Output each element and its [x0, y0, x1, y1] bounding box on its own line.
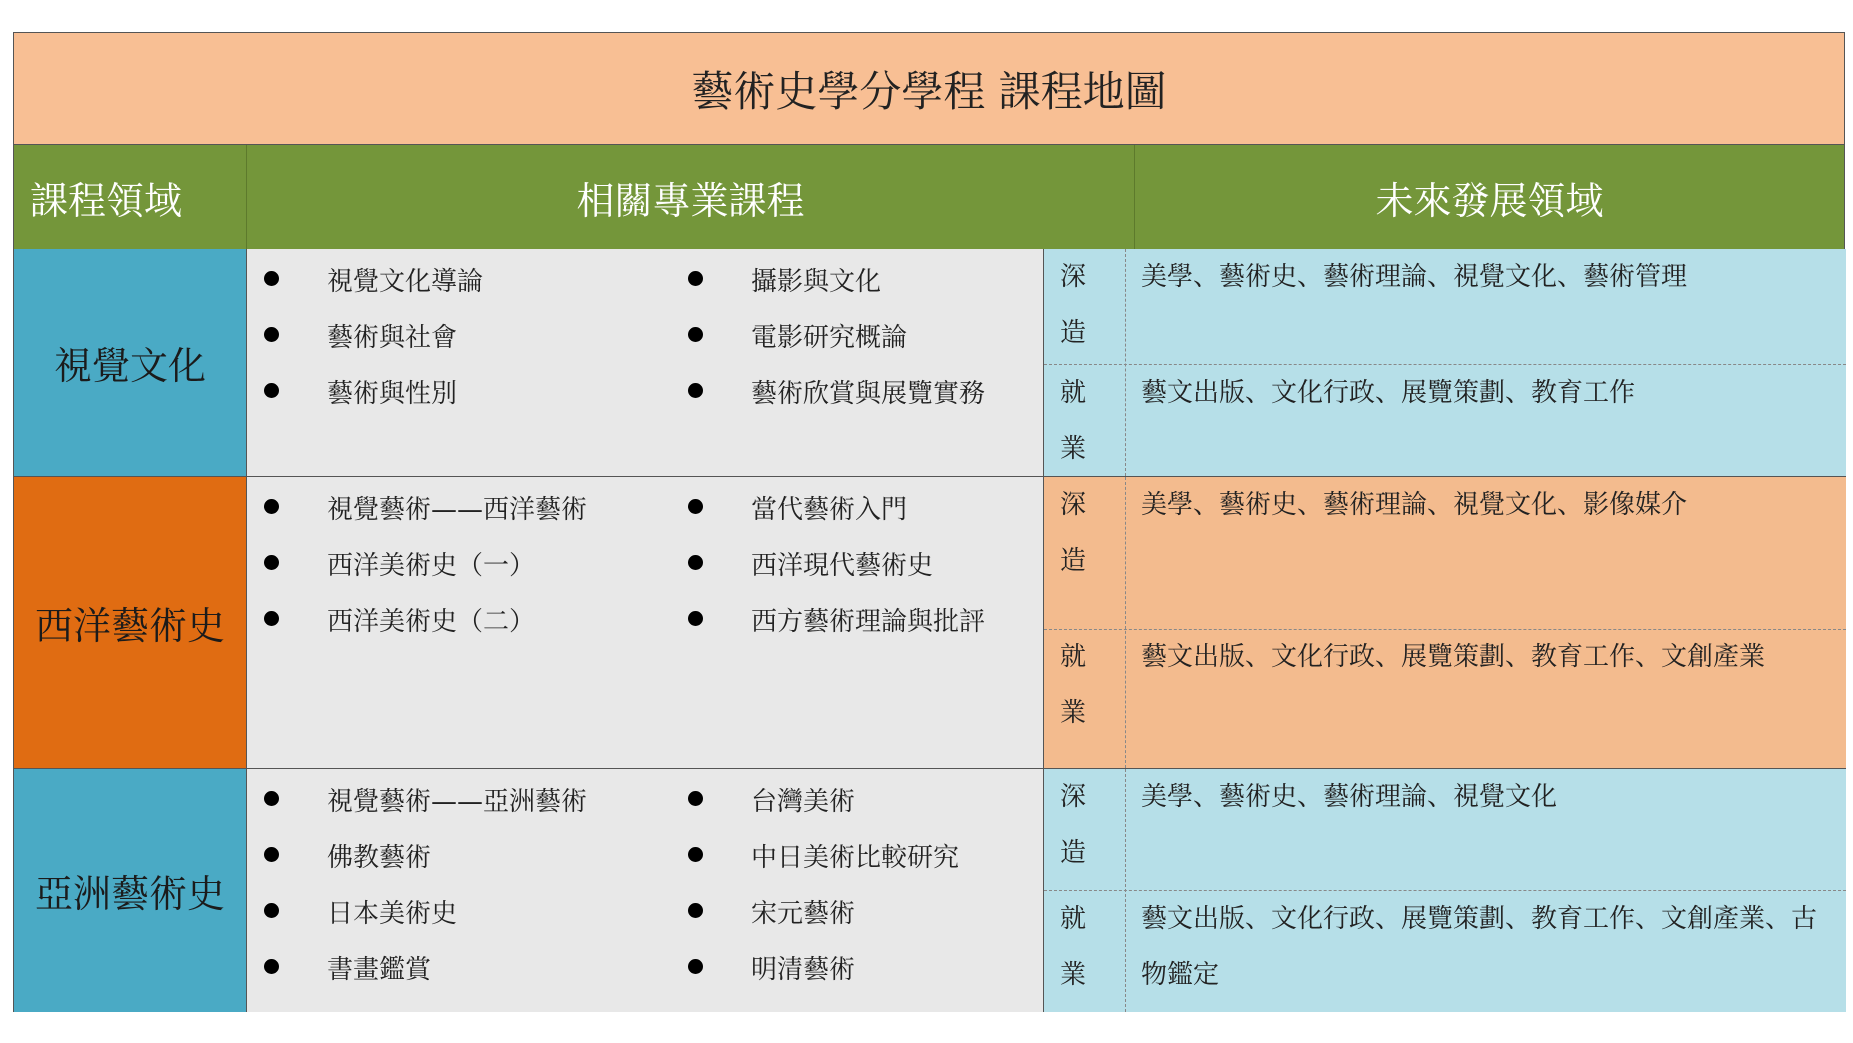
domain-asian-art: 亞洲藝術史 — [14, 769, 247, 1012]
course-item: 藝術與性別 — [327, 379, 458, 409]
course-item: 西洋美術史（二） — [327, 607, 536, 637]
course-map-table — [13, 32, 1845, 1012]
career-text: 藝文出版、文化行政、展覽策劃、教育工作、文創產業、古物鑑定 — [1141, 904, 1818, 990]
courses-western-art — [247, 477, 1044, 769]
bullet-icon — [688, 499, 703, 514]
course-item: 佛教藝術 — [327, 843, 432, 873]
page-title: 藝術史學分學程 課程地圖 — [14, 33, 1844, 145]
bullet-icon — [264, 383, 279, 398]
course-item: 當代藝術入門 — [751, 495, 908, 525]
domain-western-art: 西洋藝術史 — [14, 477, 247, 769]
career-text: 藝文出版、文化行政、展覽策劃、教育工作、文創產業 — [1141, 642, 1766, 672]
courses-visual-culture — [247, 249, 1044, 477]
bullet-icon — [264, 271, 279, 286]
future-western-art — [1044, 477, 1846, 769]
career-label: 就業 — [1060, 642, 1087, 728]
career-text: 藝文出版、文化行政、展覽策劃、教育工作 — [1141, 378, 1636, 408]
bullet-icon — [688, 611, 703, 626]
advanced-label: 深造 — [1060, 782, 1087, 868]
divider — [1125, 477, 1126, 768]
bullet-icon — [264, 555, 279, 570]
bullet-icon — [264, 499, 279, 514]
bullet-icon — [264, 959, 279, 974]
header-domain: 課程領域 — [14, 145, 247, 249]
course-item: 明清藝術 — [751, 955, 856, 985]
bullet-icon — [264, 327, 279, 342]
course-item: 攝影與文化 — [751, 267, 882, 297]
future-asian-art — [1044, 769, 1846, 1012]
bullet-icon — [264, 903, 279, 918]
course-item: 藝術欣賞與展覽實務 — [751, 379, 986, 409]
bullet-icon — [688, 327, 703, 342]
course-item: 日本美術史 — [327, 899, 458, 929]
header-future: 未來發展領域 — [1135, 145, 1844, 249]
advanced-text: 美學、藝術史、藝術理論、視覺文化、藝術管理 — [1141, 262, 1688, 292]
bullet-icon — [688, 271, 703, 286]
course-item: 視覺藝術——西洋藝術 — [327, 495, 588, 525]
advanced-text: 美學、藝術史、藝術理論、視覺文化 — [1141, 782, 1558, 812]
course-item: 宋元藝術 — [751, 899, 856, 929]
course-item: 視覺藝術——亞洲藝術 — [327, 787, 588, 817]
bullet-icon — [688, 555, 703, 570]
courses-asian-art — [247, 769, 1044, 1012]
bullet-icon — [688, 847, 703, 862]
course-item: 書畫鑑賞 — [327, 955, 432, 985]
bullet-icon — [264, 791, 279, 806]
course-item: 西洋現代藝術史 — [751, 551, 934, 581]
advanced-label: 深造 — [1060, 490, 1087, 576]
course-item: 西洋美術史（一） — [327, 551, 536, 581]
future-visual-culture — [1044, 249, 1846, 477]
course-item: 視覺文化導論 — [327, 267, 484, 297]
course-item: 台灣美術 — [751, 787, 856, 817]
bullet-icon — [688, 383, 703, 398]
bullet-icon — [688, 903, 703, 918]
bullet-icon — [688, 791, 703, 806]
course-item: 藝術與社會 — [327, 323, 458, 353]
course-item: 電影研究概論 — [751, 323, 908, 353]
divider — [1125, 249, 1126, 476]
header-courses: 相關專業課程 — [247, 145, 1135, 249]
course-item: 中日美術比較研究 — [751, 843, 960, 873]
course-item: 西方藝術理論與批評 — [751, 607, 986, 637]
bullet-icon — [688, 959, 703, 974]
advanced-label: 深造 — [1060, 262, 1087, 348]
domain-visual-culture: 視覺文化 — [14, 249, 247, 477]
career-label: 就業 — [1060, 904, 1087, 990]
career-label: 就業 — [1060, 378, 1087, 464]
bullet-icon — [264, 611, 279, 626]
advanced-text: 美學、藝術史、藝術理論、視覺文化、影像媒介 — [1141, 490, 1688, 520]
bullet-icon — [264, 847, 279, 862]
